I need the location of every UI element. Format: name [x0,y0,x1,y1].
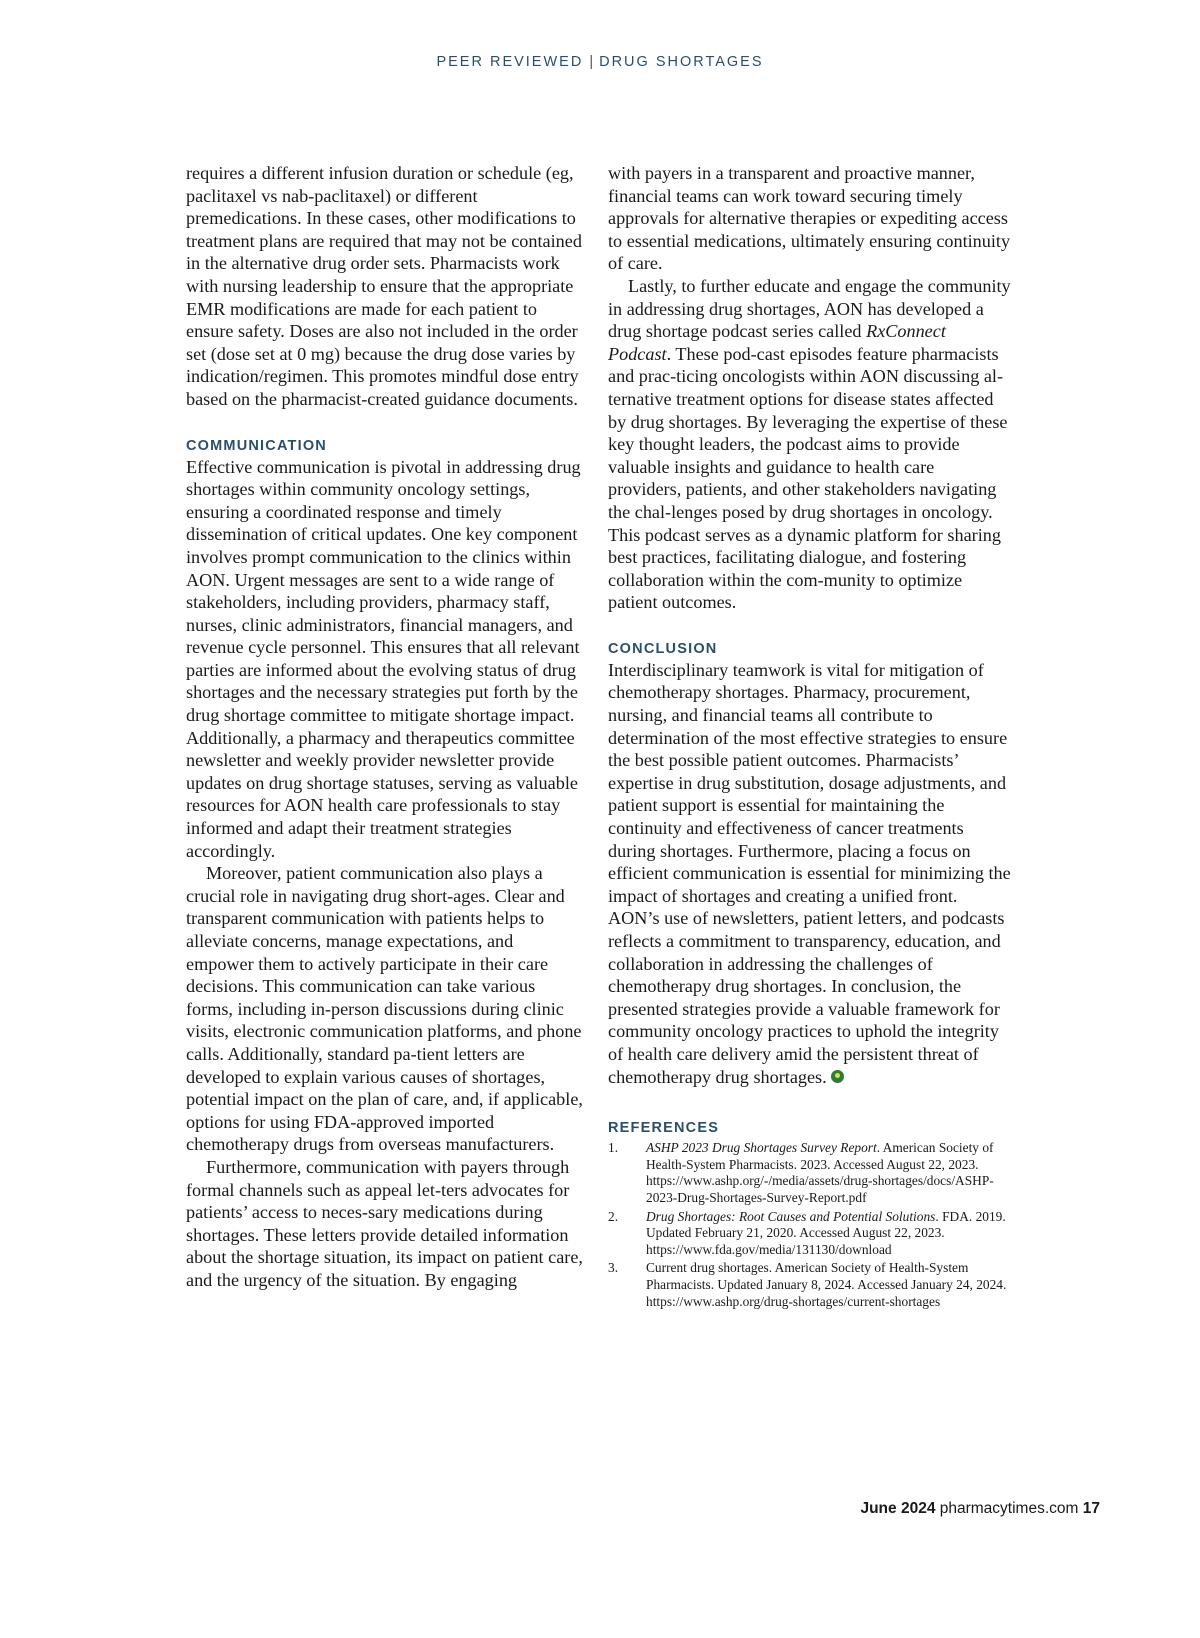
reference-text: . FDA. 2019. Updated February 21, 2020. Accessed August 22, 2023. https://www.fda.gov/media/131130/download [646,1208,1006,1257]
paragraph [608,659,1012,1088]
text-run: . These pod-cast episodes feature pharmacists and prac-ticing oncologists within AON discussing al-ternative treatment options for disease states affected by drug shortages. By leveraging the expertise of these key thought leaders, the podcast aims to provide valuable insights and guidance to health care providers, patients, and other stakeholders navigating the chal-lenges posed by drug shortages in oncology. This podcast serves as a dynamic platform for sharing best practices, facilitating dialogue, and fostering collaboration within the com-munity to optimize patient outcomes. [608,343,1008,613]
text-run: Interdisciplinary teamwork is vital for mitigation of chemotherapy shortages. Pharmacy, procurement, nursing, and financial teams all contribute to determination of the most effective strategies to ensure the best possible patient outcomes. Pharmacists’ expertise in drug substitution, dosage adjustments, and patient support is essential for maintaining the continuity and effectiveness of cancer treatments during shortages. Furthermore, placing a focus on efficient communication is essential for minimizing the impact of shortages and creating a unified front. AON’s use of newsletters, patient letters, and podcasts reflects a commitment to transparency, education, and collaboration in addressing the challenges of chemotherapy drug shortages. In conclusion, the presented strategies provide a valuable framework for community oncology practices to uphold the integrity of health care delivery amid the persistent threat of chemotherapy drug shortages. [608,659,1011,1087]
reference-title: ASHP 2023 Drug Shortages Survey Report [646,1140,877,1156]
reference-number: 1. [608,1140,619,1156]
page-number: 17 [1082,1500,1100,1517]
reference-item [608,1260,1012,1310]
page-footer [860,1500,1100,1518]
communication-heading: COMMUNICATION [186,437,327,454]
running-head [0,54,1200,70]
right-column [608,162,1012,1312]
paragraph: Moreover, patient communication also plays a crucial role in navigating drug short-ages. Clear and transparent communication with patients helps to alleviate concerns, manage expectations, and empower them to actively participate in their care decisions. This communication can take various forms, including in-person discussions during clinic visits, electronic communication platforms, and phone calls. Additionally, standard pa-tient letters are developed to explain various causes of shortages, potential impact on the plan of care, and, if applicable, options for using FDA-approved imported chemotherapy drugs from overseas manufacturers. [186,863,583,1155]
paragraph [608,275,1012,614]
reference-number: 3. [608,1260,619,1276]
issue-date: June 2024 [860,1500,936,1517]
reference-text: Current drug shortages. American Society of Health-System Pharmacists. Updated January 8, 2024. Accessed January 24, 2024. https://www.ashp.org/drug-shortages/current-shortages [646,1260,1007,1309]
conclusion-heading: CONCLUSION [608,640,718,657]
paragraph: Effective communication is pivotal in addressing drug shortages within community oncology settings, ensuring a coordinated response and timely dissemination of critical updates. One key component involves prompt communication to the clinics within AON. Urgent messages are sent to a wide range of stakeholders, including providers, pharmacy staff, nurses, clinic administrators, financial managers, and revenue cycle personnel. This ensures that all relevant parties are informed about the evolving status of drug shortages and the necessary strategies put forth by the drug shortage committee to mitigate shortage impact. Additionally, a pharmacy and therapeutics committee newsletter and weekly provider newsletter provide updates on drug shortage statuses, serving as valuable resources for AON health care professionals to stay informed and adapt their treatment strategies accordingly. [186,456,581,861]
paragraph: Furthermore, communication with payers through formal channels such as appeal let-ters advocates for patients’ access to neces-sary medications during shortages. These letters provide detailed information about the shortage situation, its impact on patient care, and the urgency of the situation. By engaging [186,1156,583,1290]
reference-item [608,1209,1012,1259]
website: pharmacytimes.com [939,1500,1079,1517]
references-heading: REFERENCES [608,1120,720,1137]
end-of-article-icon [831,1070,844,1083]
reference-number: 2. [608,1208,619,1224]
paragraph: requires a different infusion duration or schedule (eg, paclitaxel vs nab-paclitaxel) or different premedications. In these cases, other modifications to treatment plans are required that may not be contained in the alternative drug order sets. Pharmacists work with nursing leadership to ensure that the appropriate EMR modifications are made for each patient to ensure safety. Doses are also not included in the order set (dose set at 0 mg) because the drug dose varies by indication/regimen. This promotes mindful dose entry based on the pharmacist-created guidance documents. [186,163,582,409]
section-label: PEER REVIEWED [436,54,584,70]
header-separator: | [589,54,594,70]
reference-title: Drug Shortages: Root Causes and Potential Solutions [646,1208,936,1224]
left-column [186,162,584,1292]
text-run: Lastly, to further educate and engage the community in addressing drug shortages, AON has developed a drug shortage podcast series called [608,275,1011,342]
podcast-title: RxConnect Podcast [608,321,946,364]
topic-label: DRUG SHORTAGES [599,54,764,70]
paragraph: with payers in a transparent and proactive manner, financial teams can work toward securing timely approvals for alternative therapies or expediting access to essential medications, ultimately ensuring continuity of care. [608,163,1011,274]
reference-item [608,1140,1012,1206]
reference-text: . American Society of Health-System Pharmacists. 2023. Accessed August 22, 2023. https://www.ashp.org/-/media/assets/drug-shortages/docs/ASHP-2023-Drug-Shortages-Survey-Report.pdf [646,1140,994,1205]
reference-list [608,1140,1012,1310]
